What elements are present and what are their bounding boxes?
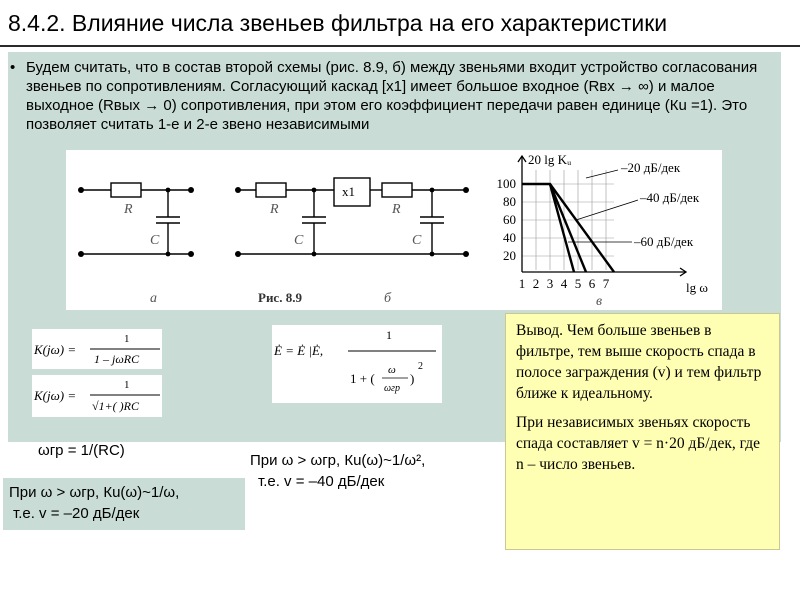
figure-caption: Рис. 8.9 (258, 290, 302, 305)
formula-cascade (272, 325, 442, 403)
first-order-line2: т.е. v = –20 дБ/дек (13, 505, 140, 522)
formula-transfer-function (32, 329, 162, 369)
slope-20: –20 дБ/дек (621, 160, 681, 175)
plot-ylabel: 20 lg Kᵤ (528, 152, 572, 167)
second-order-line1: При ω > ωгр, Кu(ω)~1/ω², (250, 452, 426, 469)
bullet-marker: • (10, 59, 16, 76)
label-R-a: R (124, 202, 133, 217)
label-R-b1: R (270, 202, 279, 217)
figure-drawing (66, 150, 722, 310)
label-x1: x1 (342, 184, 355, 199)
formula-3-svg (272, 325, 442, 403)
f3-den-a: 1 + ( (350, 371, 375, 386)
conclusion-p2: При независимых звеньях скорость спада составляет v = n·20 дБ/дек, где n – число звеньев. (516, 414, 760, 473)
f2-lhs: K(jω) = (34, 388, 77, 403)
bullet-paragraph (12, 58, 772, 134)
f1-num: 1 (124, 333, 130, 345)
title-rule (0, 45, 800, 47)
f2-den: √1+( )RC (92, 399, 140, 413)
slope-60: –60 дБ/дек (634, 234, 694, 249)
plot-xtick: 1 (518, 276, 526, 291)
plot-ytick: 80 (503, 194, 516, 209)
plot-ytick: 60 (503, 212, 516, 227)
plot-xtick: 4 (560, 276, 568, 291)
f1-den: 1 – jωRC (94, 352, 140, 366)
f1-lhs: K(jω) = (34, 342, 77, 357)
slope-40: –40 дБ/дек (640, 190, 700, 205)
bullet-text: Будем считать, что в состав второй схемы (рис. 8.9, б) между звеньями входит устройство согласования звеньев по сопротивлениям. Согласующий каскад [x1] имеет большое входное (Rвх → ∞) и малое выходное (Rвых → 0) сопротивления, при этом его коэффициент передачи равен единице (Кu =1). Это позволяет считать 1-е и 2-е звено независимыми (26, 59, 758, 133)
label-b: б (384, 291, 392, 306)
plot-xtick: 2 (532, 276, 540, 291)
plot-xtick: 7 (602, 276, 610, 291)
figure-8-9 (66, 150, 722, 310)
label-C-b2: C (412, 233, 422, 248)
formula-2-svg (32, 375, 162, 417)
f2-num: 1 (124, 379, 130, 391)
plot-ytick: 40 (503, 230, 516, 245)
plot-xlabel: lg ω (686, 280, 708, 295)
f3-den-wgr: ωгр (384, 383, 400, 394)
f3-den-b: ) (410, 371, 415, 386)
first-order-line1: При ω > ωгр, Кu(ω)~1/ω, (9, 484, 180, 501)
label-C-b1: C (294, 233, 304, 248)
conclusion-box (505, 313, 780, 550)
plot-xtick: 3 (546, 276, 554, 291)
plot-c (497, 152, 709, 295)
second-order-note (250, 450, 425, 492)
first-order-note (3, 478, 245, 530)
label-v: в (596, 294, 603, 309)
plot-xtick: 5 (574, 276, 582, 291)
plot-ytick: 20 (503, 248, 516, 263)
label-C-a: C (150, 233, 160, 248)
f3-pow: 2 (418, 361, 423, 372)
formula-1-svg (32, 329, 162, 369)
second-order-line2: т.е. v = –40 дБ/дек (258, 473, 385, 490)
label-a: а (150, 291, 157, 306)
slide-title: 8.4.2. Влияние числа звеньев фильтра на его характеристики (8, 10, 668, 36)
label-R-b2: R (392, 202, 401, 217)
plot-ytick: 100 (496, 176, 516, 191)
conclusion-p1: Вывод. Чем больше звеньев в фильтре, тем выше скорость спада в полосе заграждения (v) и тем фильтр ближе к идеальному. (516, 322, 762, 402)
f3-lhs: Ė = Ė |Ė, (274, 343, 324, 358)
plot-xtick: 6 (588, 276, 596, 291)
f3-den-w: ω (388, 364, 396, 376)
formula-magnitude (32, 375, 162, 417)
f3-num: 1 (386, 328, 392, 342)
cutoff-frequency: ωгр = 1/(RC) (38, 442, 125, 459)
